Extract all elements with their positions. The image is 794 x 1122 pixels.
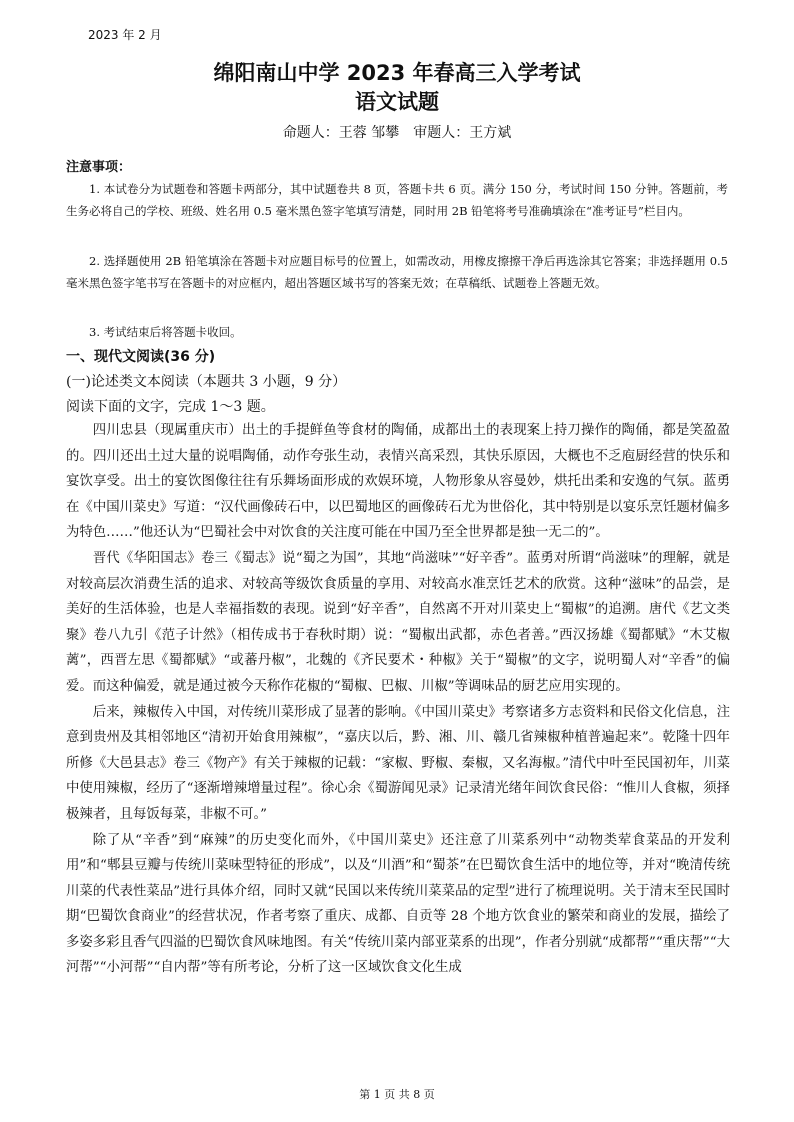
notice-item-text: 3. 考试结束后将答题卡收回。 [89, 325, 242, 339]
reading-passage [66, 418, 730, 981]
passage-paragraph: 晋代《华阳国志》卷三《蜀志》说“蜀之为国”，其地“尚滋味”“好辛香”。蓝勇对所谓“尚滋味”的理解，就是对较高层次消费生活的追求、对较高等级饮食质量的享用、对较高水准烹饪艺术的欣赏。这种“滋味”的品尝，是美好的生活体验，也是人幸福指数的表现。说到“好辛香”，自然离不开对川菜史上“蜀椒”的追溯。唐代《艺文类聚》卷八九引《范子计然》（相传成书于春秋时期）说：“蜀椒出武都，赤色者善。”西汉扬雄《蜀都赋》“木艾椒蓠”，西晋左思《蜀都赋》“或蕃丹椒”，北魏的《齐民要术・种椒》关于“蜀椒”的文字，说明蜀人对“辛香”的偏爱。而这种偏爱，就是通过被今天称作花椒的“蜀椒、巴椒、川椒”等调味品的厨艺应用实现的。 [66, 550, 730, 694]
notice-item-3 [66, 321, 728, 343]
passage-paragraph: 后来，辣椒传入中国，对传统川菜形成了显著的影响。《中国川菜史》考察诸多方志资料和民俗文化信息，注意到贵州及其相邻地区“清初开始食用辣椒”，“嘉庆以后，黔、湘、川、赣几省辣椒种植普遍起来”。乾隆十四年所修《大邑县志》卷三《物产》有关于辣椒的记载：“家椒、野椒、秦椒，又名海椒。”清代中叶至民国初年，川菜中使用辣椒，经历了“逐渐增辣增量过程”。徐心余《蜀游闻见录》记录清光绪年间饮食民俗：“惟川人食椒，须择极辣者，且每饭每菜，非椒不可。” [66, 704, 730, 822]
passage-paragraph: 除了从“辛香”到“麻辣”的历史变化而外，《中国川菜史》还注意了川菜系列中“动物类荤食菜品的开发利用”和“郫县豆瓣与传统川菜味型特征的形成”，以及“川酒”和“蜀茶”在巴蜀饮食生活中的地位等，并对“晚清传统川菜的代表性菜品”进行具体介绍，同时又就“民国以来传统川菜菜品的定型”进行了梳理说明。关于清末至民国时期“巴蜀饮食商业”的经营状况，作者考察了重庆、成都、自贡等 28 个地方饮食业的繁荣和商业的发展，描绘了多姿多彩且香气四溢的巴蜀饮食风味地图。有关“传统川菜内部亚菜系的出现”，作者分别就“成都帮”“重庆帮”“大河帮”“小河帮”“自内帮”等有所考论，分析了这一区域饮食文化生成 [66, 832, 730, 976]
notice-item-text: 1. 本试卷分为试题卷和答题卡两部分，其中试题卷共 8 页，答题卡共 6 页。满分 150 分，考试时间 150 分钟。答题前，考生务必将自己的学校、班级、姓名用 0.5 毫米黑色签字笔填写清楚，同时用 2B 铅笔将考号准确填涂在“准考证号”栏目内。 [66, 182, 728, 218]
passage-paragraph: 四川忠县（现属重庆市）出土的手提鲜鱼等食材的陶俑，成都出土的表现案上持刀操作的陶俑，都是笑盈盈的。四川还出土过大量的说唱陶俑，动作夸张生动，表情兴高采烈，其快乐原因，大概也不乏庖厨经营的快乐和宴饮享受。出土的宴饮图像往往有乐舞场面形成的欢娱环境，人物形象从容曼妙，烘托出柔和安逸的气氛。蓝勇在《中国川菜史》写道：“汉代画像砖石中，以巴蜀地区的画像砖石尤为世俗化，其中特别是以宴乐烹饪题材偏多为特色……”他还认为“巴蜀社会中对饮食的关注度可能在中国乃至全世界都是独一无二的”。 [66, 423, 730, 541]
notice-item-text: 2. 选择题使用 2B 铅笔填涂在答题卡对应题目标号的位置上，如需改动，用橡皮擦擦干净后再选涂其它答案；非选择题用 0.5 毫米黑色签字笔书写在答题卡的对应框内，超出答题区域书写的答案无效；在草稿纸、试题卷上答题无效。 [66, 254, 728, 290]
section-heading: 一、现代文阅读(36 分) [66, 349, 216, 365]
exam-subject-title: 语文试题 [355, 90, 439, 114]
section-subheading: (一)论述类文本阅读（本题共 3 小题，9 分） [66, 374, 347, 390]
reading-instruction: 阅读下面的文字，完成 1～3 题。 [66, 399, 275, 415]
exam-title: 绵阳南山中学 2023 年春高三入学考试 [213, 61, 581, 85]
page-number: 第 1 页 共 8 页 [359, 1088, 435, 1101]
notice-heading: 注意事项： [66, 160, 132, 175]
notice-item-1 [66, 178, 728, 222]
exam-authors: 命题人：王蓉 邹攀 审题人：王方斌 [282, 125, 512, 141]
exam-date: 2023 年 2 月 [88, 28, 162, 42]
notice-item-2 [66, 250, 728, 294]
